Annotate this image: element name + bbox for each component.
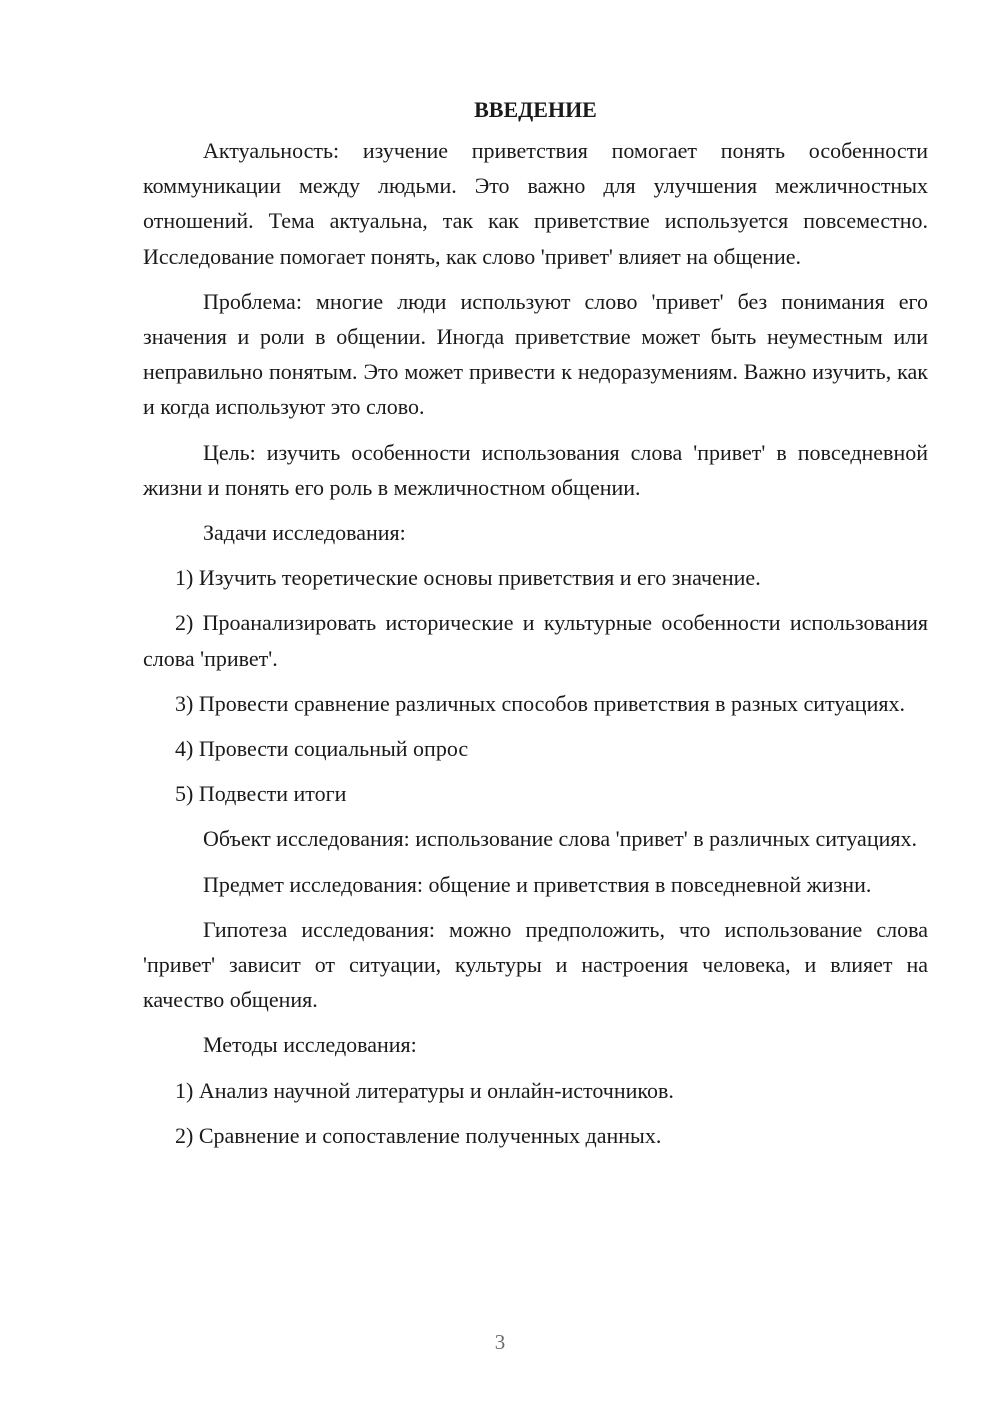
- list-item: 2) Сравнение и сопоставление полученных данных.: [175, 1122, 662, 1148]
- page-number: 3: [494, 1330, 506, 1354]
- paragraph: Цель: изучить особенности использования слова 'привет' в повседневной жизни и понять его роль в межличностном общении.: [143, 439, 928, 500]
- body-text: [143, 133, 928, 1153]
- paragraph: Методы исследования:: [203, 1032, 417, 1058]
- list-item: 3) Провести сравнение различных способов приветствия в разных ситуациях.: [175, 690, 905, 716]
- list-item: 1) Анализ научной литературы и онлайн-источников.: [175, 1077, 674, 1103]
- page-content: [143, 92, 928, 1163]
- list-item: 1) Изучить теоретические основы приветствия и его значение.: [175, 565, 761, 591]
- paragraph: Предмет исследования: общение и приветствия в повседневной жизни.: [203, 871, 872, 897]
- paragraph: Гипотеза исследования: можно предположить, что использование слова 'привет' зависит от ситуации, культуры и настроения человека, и влияет на качество общения.: [143, 916, 928, 1013]
- list-item: 5) Подвести итоги: [175, 781, 347, 807]
- section-title: ВВЕДЕНИЕ: [474, 97, 597, 122]
- list-item: 2) Проанализировать исторические и культурные особенности использования слова 'привет'.: [143, 610, 928, 671]
- paragraph: Проблема: многие люди используют слово 'привет' без понимания его значения и роли в общении. Иногда приветствие может быть неуместным или неправильно понятым. Это может привести к недоразумениям. Важно изучить, как и когда используют это слово.: [143, 288, 928, 420]
- paragraph: Актуальность: изучение приветствия помогает понять особенности коммуникации между людьми. Это важно для улучшения межличностных отношений. Тема актуальна, так как приветствие используется повсеместно. Исследование помогает понять, как слово 'привет' влияет на общение.: [143, 138, 928, 269]
- paragraph: Задачи исследования:: [203, 520, 406, 546]
- paragraph: Объект исследования: использование слова 'привет' в различных ситуациях.: [203, 826, 917, 852]
- list-item: 4) Провести социальный опрос: [175, 736, 469, 762]
